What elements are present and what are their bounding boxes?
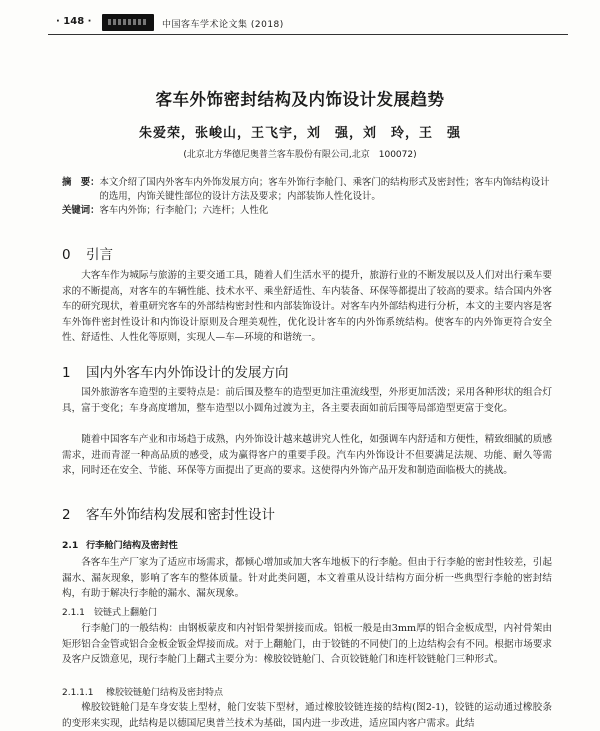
subsubsection-number: 2.1.1: [62, 608, 85, 618]
abstract-text: 本文介绍了国内外客车内外饰发展方向；客车外饰行李舱门、乘客门的结构形式及密封性；客车内饰结构设计的选用，内饰关键性部位的设计方法及要求；内部装饰人性化设计。: [99, 177, 550, 202]
subsubsection-title: 橡胶铰链舱门结构及密封特点: [106, 688, 224, 698]
paragraph: 行李舱门的一般结构：由钢板蒙皮和内衬铝骨架拼接而成。铝板一般是由3mm厚的铝合金板成型，内衬骨架由矩形铝合金管或铝合金板金钣金焊接而成。对于上翻舱门，由于铰链的不同使门的上边结构会有不同。根据市场要求及客户反馈意见，现行李舱门上翻式主要分为：橡胶铰链舱门、合页铰链舱门和连杆铰链舱门三种形式。: [62, 623, 552, 665]
paragraph: 大客车作为城际与旅游的主要交通工具，随着人们生活水平的提升，旅游行业的不断发展以及人们对出行乘车要求的不断提高，对客车的车辆性能、技术水平、乘坐舒适性、车内装备、环保等都提出了较高的要求。结合国内外客车的研究现状，着重研究客车的外部结构密封性和内部装饰设计。对客车内外部结构进行分析，本文的主要内容是客车外饰件密封性设计和内饰设计原则及合理美观性，优化设计客车的内外饰系统结构。使客车的内外饰更符合安全性、舒适性、人性化等原则，实现人—车—环境的和谐统一。: [62, 270, 552, 343]
paragraph: 各客车生产厂家为了适应市场需求，都倾心增加或加大客车地板下的行李舱。但由于行李舱的密封性较差，引起漏水、漏灰现象，影响了客车的整体质量。针对此类问题，本文着重从设计结构方面分析一些典型行李舱的密封结构，有助于解决行李舱的漏水、漏灰现象。: [62, 557, 552, 599]
journal-logo-icon: [102, 14, 154, 31]
section-number: 1: [62, 365, 71, 381]
section-title: 国内外客车内外饰设计的发展方向: [86, 365, 289, 381]
section-heading: [62, 361, 289, 381]
keywords-text: 客车内外饰；行李舱门；六连杆；人性化: [99, 205, 269, 216]
subsection-title: 行李舱门结构及密封性: [86, 540, 178, 551]
running-header: [48, 12, 568, 35]
journal-name: 中国客车学术论文集 (2018): [162, 20, 284, 30]
subsubsection-heading: [62, 685, 223, 698]
paragraph: 橡胶铰链舱门是车身安装上型材，舱门安装下型材，通过橡胶铰链连接的结构(图2-1)，铰链的运动通过橡胶条的变形来实现，此结构是以德国尼奥普兰技术为基础，国内进一步改进，适应国内客户需求。此结: [62, 702, 552, 729]
section-heading: [62, 503, 275, 523]
subsection-number: 2.1: [62, 540, 79, 551]
paragraph: 随着中国客车产业和市场趋于成熟，内外饰设计越来越讲究人性化，如强调车内舒适和方便性，精致细腻的质感需求，进而青涩一种高品质的感受，成为赢得客户的重要手段。汽车内外饰设计不但要满足法规、功能、耐久等需求，同时还在安全、节能、环保等方面提出了更高的要求。这使得内外饰产品开发和制造面临极大的挑战。: [62, 434, 552, 476]
author-list: 朱爱荣，张峻山，王飞宇，刘 强，刘 玲，王 强: [138, 126, 461, 141]
abstract-block: [62, 176, 552, 218]
keywords-label: 关键词：: [62, 205, 100, 216]
page-number: · 148 ·: [56, 16, 92, 27]
section-title: 客车外饰结构发展和密封性设计: [86, 507, 275, 523]
subsubsection-heading: [62, 605, 157, 618]
paragraph: 国外旅游客车造型的主要特点是：前后围及整车的造型更加注重流线型，外形更加活泼；采用各种形状的组合灯具，富于变化；车身高度增加，整车造型以小圆角过渡为主，各主要表面如前后围等局部造型更富于变化。: [62, 387, 552, 414]
section-number: 0: [62, 247, 71, 263]
subsubsection-title: 铰链式上翻舱门: [94, 608, 158, 618]
abstract-label: 摘 要：: [62, 177, 100, 188]
paper-title: 客车外饰密封结构及内饰设计发展趋势: [155, 90, 445, 109]
section-number: 2: [62, 507, 71, 523]
affiliation: (北京北方华德尼奥普兰客车股份有限公司,北京 100072): [183, 150, 417, 160]
subsubsection-number: 2.1.1.1: [62, 688, 94, 698]
section-title: 引言: [86, 247, 113, 263]
subsection-heading: [62, 537, 178, 551]
abstract-row: [62, 176, 552, 204]
keywords-row: [62, 204, 552, 218]
section-heading: [62, 243, 113, 263]
